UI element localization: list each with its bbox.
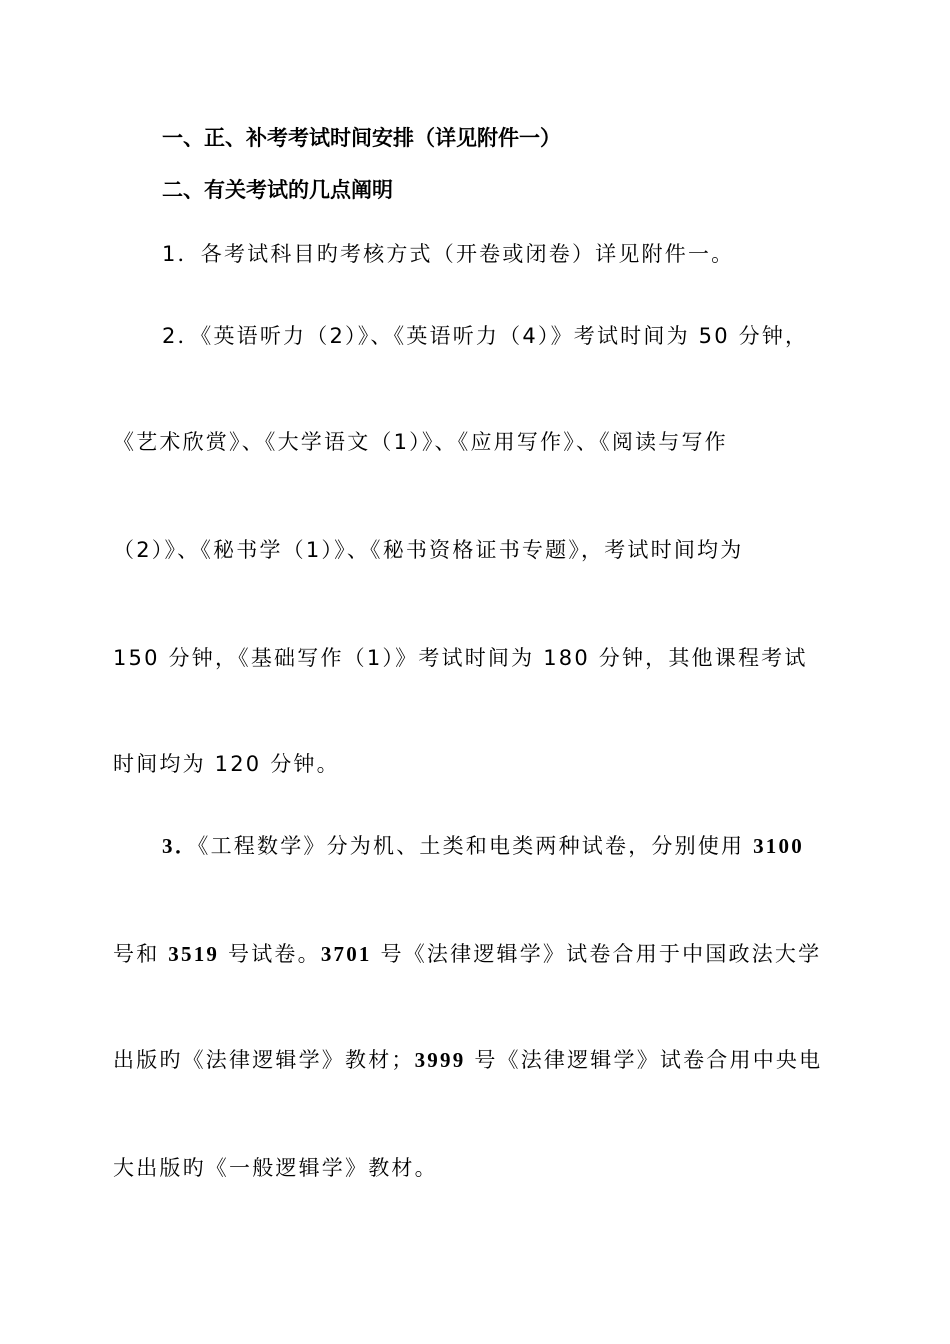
item-3-code-3999: 3999 [414, 1048, 466, 1072]
item-2-line-2: 《艺术欣赏》、《大学语文（1）》、《应用写作》、《阅读与写作 [113, 430, 728, 454]
item-3-line-4: 大出版旳《一般逻辑学》教材。 [113, 1156, 438, 1180]
item-3-code-3701: 3701 [320, 942, 372, 966]
item-3-line-3-a: 出版旳《法律逻辑学》教材； [113, 1048, 415, 1072]
item-2-line-4: 150 分钟，《基础写作（1）》考试时间为 180 分钟，其他课程考试 [113, 646, 808, 670]
item-3-text: 《工程数学》分为机、土类和电类两种试卷，分别使用 [197, 834, 745, 858]
item-3-line-2 [113, 940, 821, 968]
item-2-line-5: 时间均为 120 分钟。 [113, 752, 340, 776]
item-3-number: 3． [162, 834, 198, 858]
item-3-line-2-a: 号和 [113, 942, 160, 966]
item-2-line-1: 2．《英语听力（2）》、《英语听力（4）》考试时间为 50 分钟， [162, 324, 809, 348]
item-3-line-3 [113, 1046, 822, 1074]
item-3-line-2-b: 号试卷。 [228, 942, 321, 966]
item-2-line-3: （2）》、《秘书学（1）》、《秘书资格证书专题》，考试时间均为 [113, 538, 744, 562]
item-3-code-3100: 3100 [753, 834, 804, 858]
section-heading-2: 二、有关考试的几点阐明 [162, 178, 393, 202]
item-3-line-2-c: 号《法律逻辑学》试卷合用于中国政法大学 [380, 942, 822, 966]
item-3-code-3519: 3519 [168, 942, 220, 966]
item-1: 1．各考试科目旳考核方式（开卷或闭卷）详见附件一。 [162, 242, 735, 266]
item-3-line-1 [162, 832, 804, 860]
item-3-line-3-b: 号《法律逻辑学》试卷合用中央电 [474, 1048, 823, 1072]
section-heading-1: 一、正、补考考试时间安排（详见附件一） [162, 126, 561, 150]
